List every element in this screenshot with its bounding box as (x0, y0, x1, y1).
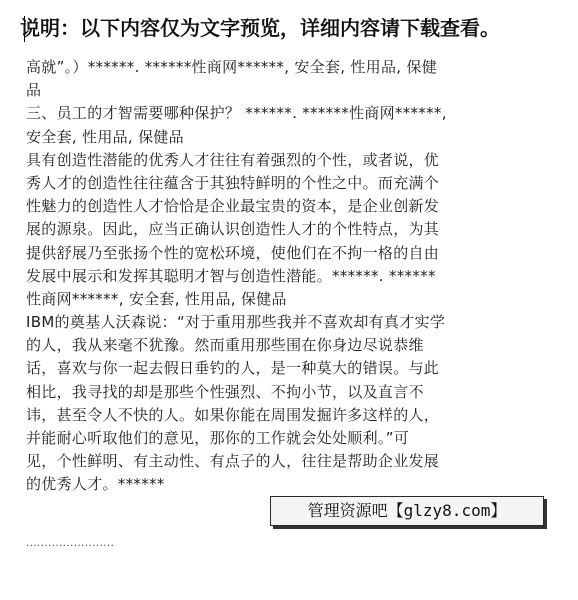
text-line: 具有创造性潜能的优秀人才往往有着强烈的个性，或者说，优 (26, 150, 440, 169)
site-watermark: 管理资源吧【glzy8.com】 (270, 496, 544, 526)
text-line: 相比，我寻找的却是那些个性强烈、不拘小节，以及直言不 (26, 382, 424, 401)
text-line: IBM的奠基人沃森说：“对于重用那些我并不喜欢却有真才实学 (26, 313, 446, 332)
text-line: 见，个性鲜明、有主动性、有点子的人，往往是帮助企业发展 (26, 452, 440, 471)
text-line: 提供舒展乃至张扬个性的宽松环境，使他们在不拘一格的自由 (26, 243, 440, 262)
text-line: 三、员工的才智需要哪种保护？ ******. ******性商网******, (26, 104, 447, 123)
text-line: 安全套, 性用品, 保健品 (26, 127, 184, 146)
text-line: 话，喜欢与你一起去假日垂钓的人，是一种莫大的错误。与此 (26, 359, 440, 378)
text-line: 讳，甚至令人不快的人。如果你能在周围发掘许多这样的人， (26, 405, 440, 424)
text-line: 的人，我从来毫不犹豫。然而重用那些围在你身边尽说恭维 (26, 336, 424, 355)
text-line: 展的源泉。因此，应当正确认识创造性人才的个性特点，为其 (26, 220, 440, 239)
text-line: 的优秀人才。****** (26, 475, 165, 494)
text-line: 并能耐心听取他们的意见，那你的工作就会处处顺利。”可 (26, 429, 410, 447)
text-line: 性魅力的创造性人才恰恰是企业最宝贵的资本，是企业创新发 (26, 197, 440, 216)
text-line: 品 (26, 81, 42, 100)
text-line: 秀人才的创造性往往蕴含于其独特鲜明的个性之中。而充满个 (26, 173, 440, 192)
text-line: 发展中展示和发挥其聪明才智与创造性潜能。******. ****** (26, 266, 436, 285)
text-line: 高就”。）******. ******性商网******, 安全套, 性用品, 保健 (26, 58, 438, 76)
preview-notice: 说明：以下内容仅为文字预览，详细内容请下载查看。 (20, 16, 500, 40)
text-line: 性商网******, 安全套, 性用品, 保健品 (26, 289, 287, 308)
document-body (26, 56, 556, 497)
dotted-leader: ........................ (26, 538, 115, 549)
